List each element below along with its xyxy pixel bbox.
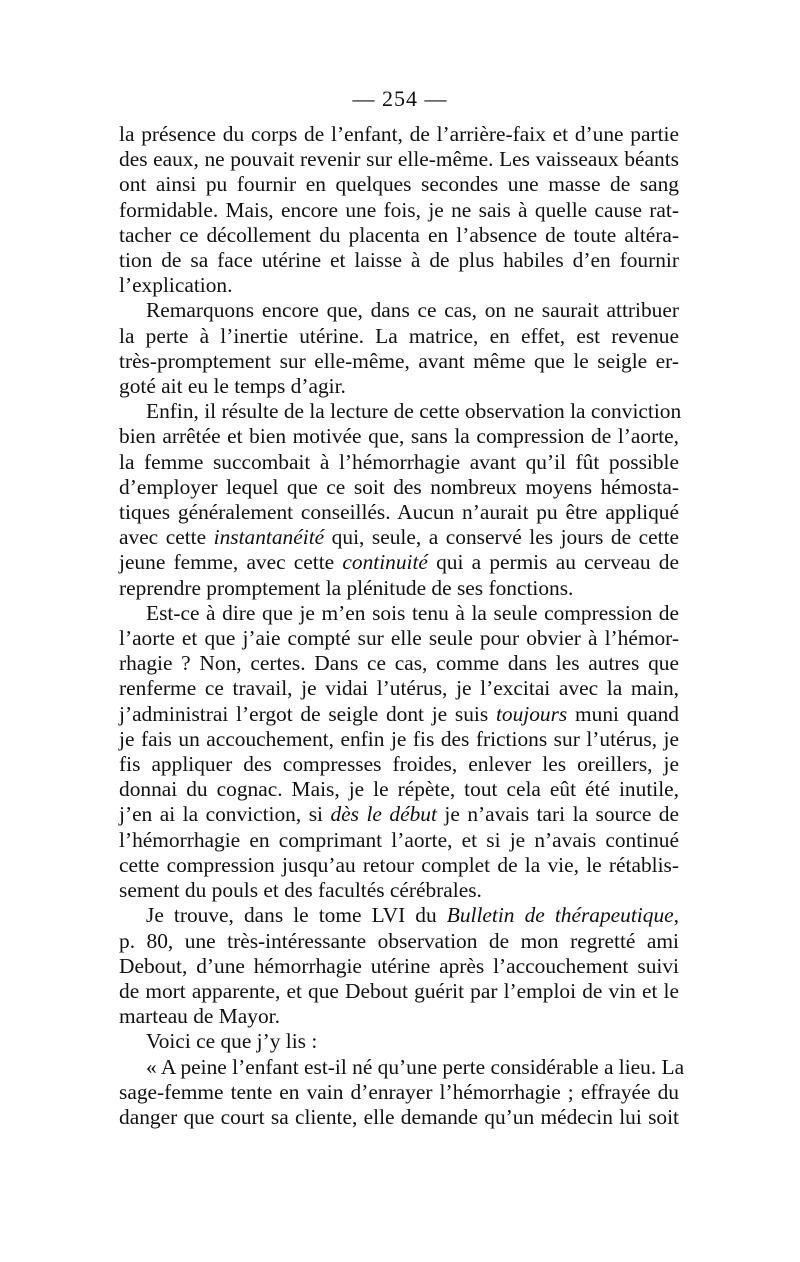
text-line: rhagie ? Non, certes. Dans ce cas, comme dans les autres que (119, 651, 679, 676)
text-line: cette compression jusqu’au retour complet de la vie, le rétablis- (119, 852, 679, 877)
text-line: la perte à l’inertie utérine. La matrice, en effet, est revenue (119, 323, 679, 348)
text-line: reprendre promptement la plénitude de ses fonctions. (119, 575, 574, 600)
text-line: sement du pouls et des facultés cérébrales. (119, 878, 482, 903)
text-line: goté ait eu le temps d’agir. (119, 374, 346, 399)
text-line: marteau de Mayor. (119, 1004, 280, 1029)
text-line: donnai du cognac. Mais, je le répète, tout cela eût été inutile, (119, 777, 679, 802)
text-fragment: Je trouve, dans le tome LVI du (146, 903, 447, 928)
text-line (119, 903, 679, 928)
text-fragment: je n’avais tari la source de (436, 802, 680, 827)
italic-phrase: instantanéité (213, 525, 325, 550)
text-line: Remarquons encore que, dans ce cas, on ne saurait attribuer (146, 298, 679, 323)
text-fragment: qui, seule, a conservé les jours de cette (324, 525, 680, 550)
text-fragment: muni quand (567, 701, 679, 726)
text-line: très-promptement sur elle-même, avant même que le seigle er- (119, 348, 679, 373)
text-line: « A peine l’enfant est-il né qu’une perte considérable a lieu. La (146, 1054, 685, 1079)
italic-phrase: continuité (342, 550, 428, 575)
text-line: l’hémorrhagie en comprimant l’aorte, et si je n’avais continué (119, 827, 679, 852)
text-fragment: j’administrai l’ergot de seigle dont je suis (119, 701, 496, 726)
text-line: Voici ce que j’y lis : (146, 1029, 318, 1054)
text-fragment: qui a permis au cerveau de (427, 550, 679, 575)
text-line (119, 550, 679, 575)
text-line: je fais un accouchement, enfin je fis des frictions sur l’utérus, je (119, 726, 679, 751)
text-line: de mort apparente, et que Debout guérit par l’emploi de vin et le (119, 978, 679, 1003)
text-line: renferme ce travail, je vidai l’utérus, je l’excitai avec la main, (119, 676, 679, 701)
italic-phrase: dès le début (330, 802, 437, 827)
text-line: tacher ce décollement du placenta en l’absence de toute altéra- (119, 222, 679, 247)
text-line (119, 802, 679, 827)
text-line: Debout, d’une hémorrhagie utérine après l’accouchement suivi (119, 953, 679, 978)
body-text (119, 122, 685, 1130)
italic-phrase: Bulletin de thérapeutique (446, 903, 674, 928)
text-line: Enfin, il résulte de la lecture de cette observation la conviction (146, 399, 682, 424)
text-line: la femme succombait à l’hémorrhagie avant qu’il fût possible (119, 449, 679, 474)
text-line: fis appliquer des compresses froides, enlever les oreillers, je (119, 752, 679, 777)
text-line: bien arrêtée et bien motivée que, sans la compression de l’aorte, (119, 424, 679, 449)
text-line: l’explication. (119, 273, 233, 298)
text-line: tiques généralement conseillés. Aucun n’aurait pu être appliqué (119, 500, 679, 525)
text-line (119, 702, 679, 727)
text-fragment: j’en ai la conviction, si (119, 802, 331, 827)
text-line: ont ainsi pu fournir en quelques secondes une masse de sang (119, 172, 679, 197)
text-line: sage-femme tente en vain d’enrayer l’hémorrhagie ; effrayée du (119, 1079, 679, 1104)
text-fragment: avec cette (119, 525, 214, 550)
text-line (119, 525, 679, 550)
text-fragment: jeune femme, avec cette (119, 550, 343, 575)
text-line: tion de sa face utérine et laisse à de plus habiles d’en fournir (119, 248, 679, 273)
text-line: danger que court sa cliente, elle demande qu’un médecin lui soit (119, 1104, 679, 1129)
italic-phrase: toujours (495, 701, 568, 726)
text-line: d’employer lequel que ce soit des nombreux moyens hémosta- (119, 474, 679, 499)
text-line: la présence du corps de l’enfant, de l’arrière-faix et d’une partie (119, 122, 679, 146)
page-number: — 254 — (352, 86, 448, 111)
text-line: des eaux, ne pouvait revenir sur elle-même. Les vaisseaux béants (119, 147, 679, 172)
text-line: formidable. Mais, encore une fois, je ne sais à quelle cause rat- (119, 197, 679, 222)
text-line: l’aorte et que j’aie compté sur elle seule pour obvier à l’hémor- (119, 626, 679, 651)
text-fragment: , (673, 903, 679, 928)
text-line: Est-ce à dire que je m’en sois tenu à la seule compression de (146, 600, 679, 625)
text-line: p. 80, une très-intéressante observation de mon regretté ami (119, 928, 679, 953)
